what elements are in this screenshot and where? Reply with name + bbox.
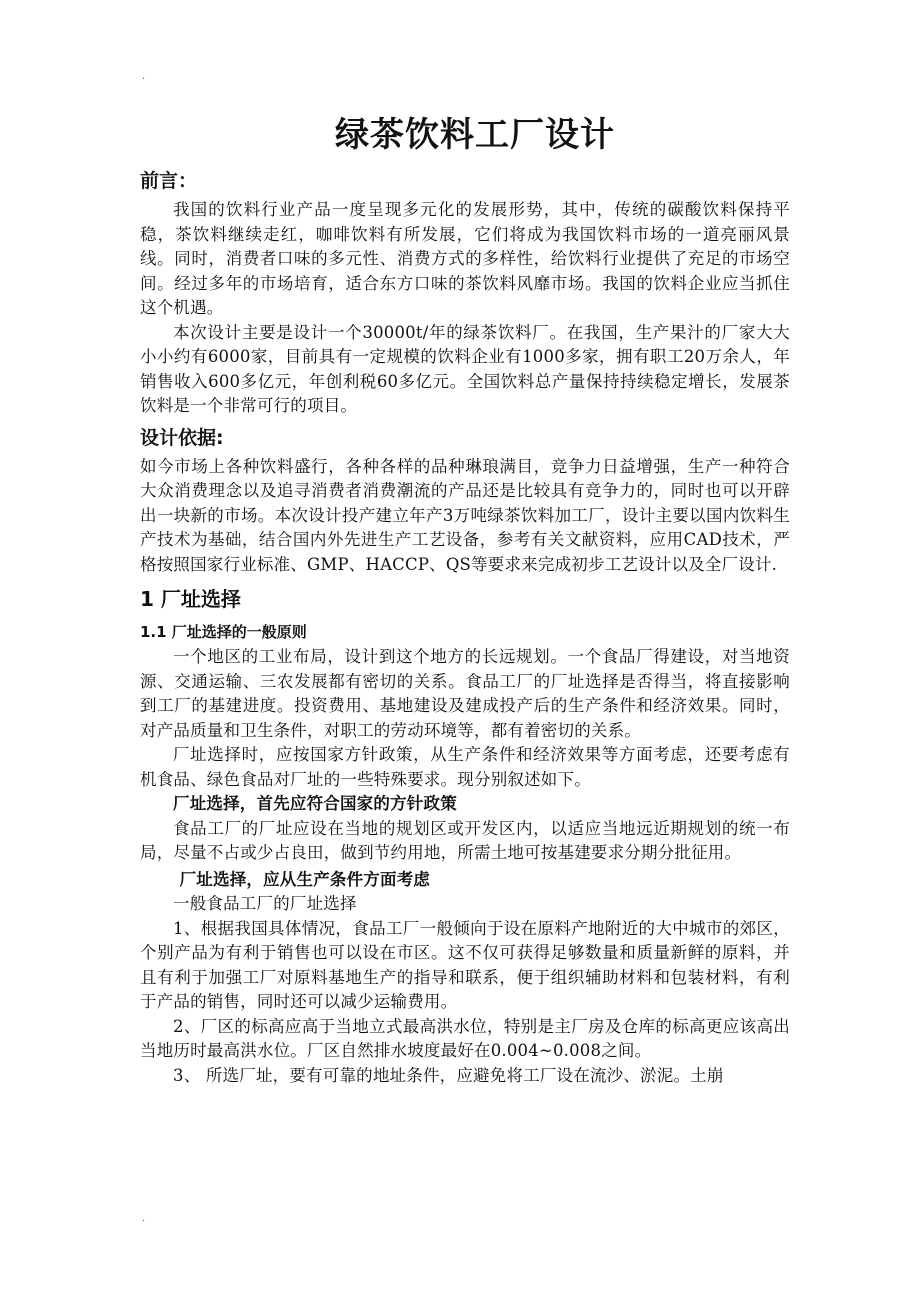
preface-heading: 前言： [140, 170, 198, 192]
section-1-1-heading: 1.1 厂址选择的一般原则 [140, 623, 307, 641]
basis-paragraph: 如今市场上各种饮料盛行，各种各样的品种琳琅满目，竞争力日益增强，生产一种符合大众消费理念以及追寻消费者消费潮流的产品还是比较具有竞争力的，同时也可以开辟出一块新的市场。本次设计投产建立年产3万吨绿茶饮料加工厂，设计主要以国内饮料生产技术为基础，结合国内外先进生产工艺设备，参考有关文献资料，应用CAD技术，严格按照国家行业标准、GMP、HACCP、QS等要求来完成初步工艺设计以及全厂设计. [140, 456, 790, 574]
section-1-paragraph-2: 厂址选择时，应按国家方针政策，从生产条件和经济效果等方面考虑，还要考虑有机食品、绿色食品对厂址的一些特殊要求。现分别叙述如下。 [140, 745, 790, 789]
corner-mark-bottom: . [142, 1213, 146, 1224]
section-1-paragraph-7: 3、 所选厂址，要有可靠的地址条件，应避免将工厂设在流沙、淤泥。土崩 [173, 1065, 724, 1085]
section-1-paragraph-3: 食品工厂的厂址应设在当地的规划区或开发区内，以适应当地远近期规划的统一布局，尽量不占或少占良田，做到节约用地，所需土地可按基建要求分期分批征用。 [140, 818, 790, 862]
page-title: 绿茶饮料工厂设计 [335, 115, 615, 155]
corner-mark-top: . [142, 71, 146, 82]
section-1-paragraph-5: 1、根据我国具体情况，食品工厂一般倾向于设在原料产地附近的大中城市的郊区，个别产品为有利于销售也可以设在市区。这不仅可获得足够数量和质量新鲜的原料，并且有利于加强工厂对原料基地生产的指导和联系，便于组织辅助材料和包装材料，有利于产品的销售，同时还可以减少运输费用。 [140, 918, 790, 1011]
section-1-paragraph-4: 一般食品工厂的厂址选择 [173, 894, 357, 913]
basis-heading: 设计依据: [140, 426, 224, 449]
preface-paragraph-2: 本次设计主要是设计一个30000t/年的绿茶饮料厂。在我国，生产果汁的厂家大大小小约有6000家，目前具有一定规模的饮料企业有1000多家，拥有职工20万余人，年销售收入600多亿元，年创利税60多亿元。全国饮料总产量保持持续稳定增长，发展茶饮料是一个非常可行的项目。 [140, 322, 790, 415]
section-1-heading: 1 厂址选择 [140, 587, 241, 611]
document-body [140, 110, 790, 1088]
section-1-paragraph-1: 一个地区的工业布局，设计到这个地方的长远规划。一个食品厂得建设，对当地资源、交通运输、三农发展都有密切的关系。食品工厂的厂址选择是否得当，将直接影响到工厂的基建进度。投资费用、基地建设及建成投产后的生产条件和经济效果。同时，对产品质量和卫生条件，对职工的劳动环境等，都有着密切的关系。 [140, 647, 790, 740]
preface-paragraph-1: 我国的饮料行业产品一度呈现多元化的发展形势，其中，传统的碳酸饮料保持平稳，茶饮料继续走红，咖啡饮料有所发展，它们将成为我国饮料市场的一道亮丽风景线。同时，消费者口味的多元性、消费方式的多样性，给饮料行业提供了充足的市场空间。经过多年的市场培育，适合东方口味的茶饮料风靡市场。我国的饮料企业应当抓住这个机遇。 [140, 200, 790, 317]
policy-bold-line: 厂址选择，首先应符合国家的方针政策 [173, 794, 457, 813]
production-bold-line: 厂址选择，应从生产条件方面考虑 [179, 869, 431, 889]
section-1-paragraph-6: 2、厂区的标高应高于当地立式最高洪水位，特别是主厂房及仓库的标高更应该高出当地历时最高洪水位。厂区自然排水坡度最好在0.004~0.008之间。 [140, 1016, 790, 1060]
